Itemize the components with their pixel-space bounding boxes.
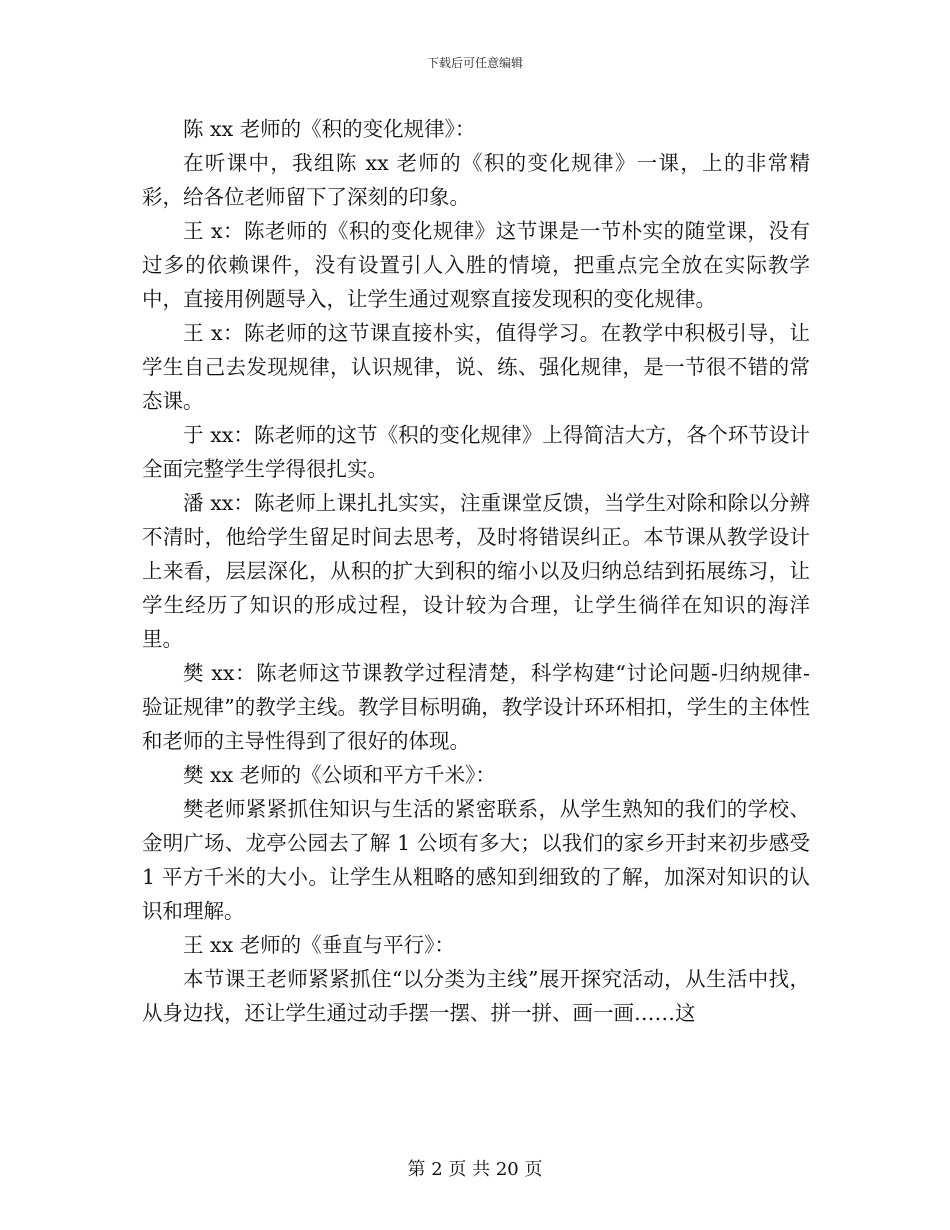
heading-fan: 樊 xx 老师的《公顷和平方千米》： <box>183 763 496 787</box>
comment-pan: 潘 xx：陈老师上课扎扎实实，注重课堂反馈，当学生对除和除以分辨不清时，他给学生留足时间去思考，及时将错误纠正。本节课从教学设计上来看，层层深化，从积的扩大到积的缩小以及归纳总结到拓展练习，让学生经历了知识的形成过程，设计较为合理，让学生徜徉在知识的海洋里。 <box>142 491 810 651</box>
comment-wang-1: 王 x：陈老师的《积的变化规律》这节课是一节朴实的随堂课，没有过多的依赖课件，没有设置引人入胜的情境，把重点完全放在实际教学中，直接用例题导入，让学生通过观察直接发现积的变化规律。 <box>142 219 810 311</box>
paragraph: 樊老师紧紧抓住知识与生活的紧密联系，从学生熟知的我们的学校、金明广场、龙亭公园去了解 1 公顷有多大；以我们的家乡开封来初步感受 1 平方千米的大小。让学生从粗略的感知到细致的了解，加深对知识的认识和理解。 <box>142 797 810 923</box>
comment-wang-2: 王 x：陈老师的这节课直接朴实，值得学习。在教学中积极引导，让学生自己去发现规律，认识规律，说、练、强化规律，是一节很不错的常态课。 <box>142 321 810 413</box>
heading-wang: 王 xx 老师的《垂直与平行》： <box>183 933 455 957</box>
comment-fan: 樊 xx：陈老师这节课教学过程清楚，科学构建“讨论问题-归纳规律-验证规律”的教学主线。教学目标明确，教学设计环环相扣，学生的主体性和老师的主导性得到了很好的体现。 <box>142 661 810 753</box>
comment-yu: 于 xx：陈老师的这节《积的变化规律》上得简洁大方，各个环节设计全面完整学生学得很扎实。 <box>142 423 810 481</box>
page-header: 下载后可任意编辑 <box>426 56 523 70</box>
paragraph: 在听课中，我组陈 xx 老师的《积的变化规律》一课，上的非常精彩，给各位老师留下了深刻的印象。 <box>142 151 810 209</box>
paragraph: 本节课王老师紧紧抓住“以分类为主线”展开探究活动，从生活中找，从身边找，还让学生通过动手摆一摆、拼一拼、画一画……这 <box>142 967 810 1025</box>
heading-chen: 陈 xx 老师的《积的变化规律》： <box>183 117 476 141</box>
document-body <box>142 112 810 1030</box>
page-footer: 第 2 页 共 20 页 <box>407 1159 543 1180</box>
